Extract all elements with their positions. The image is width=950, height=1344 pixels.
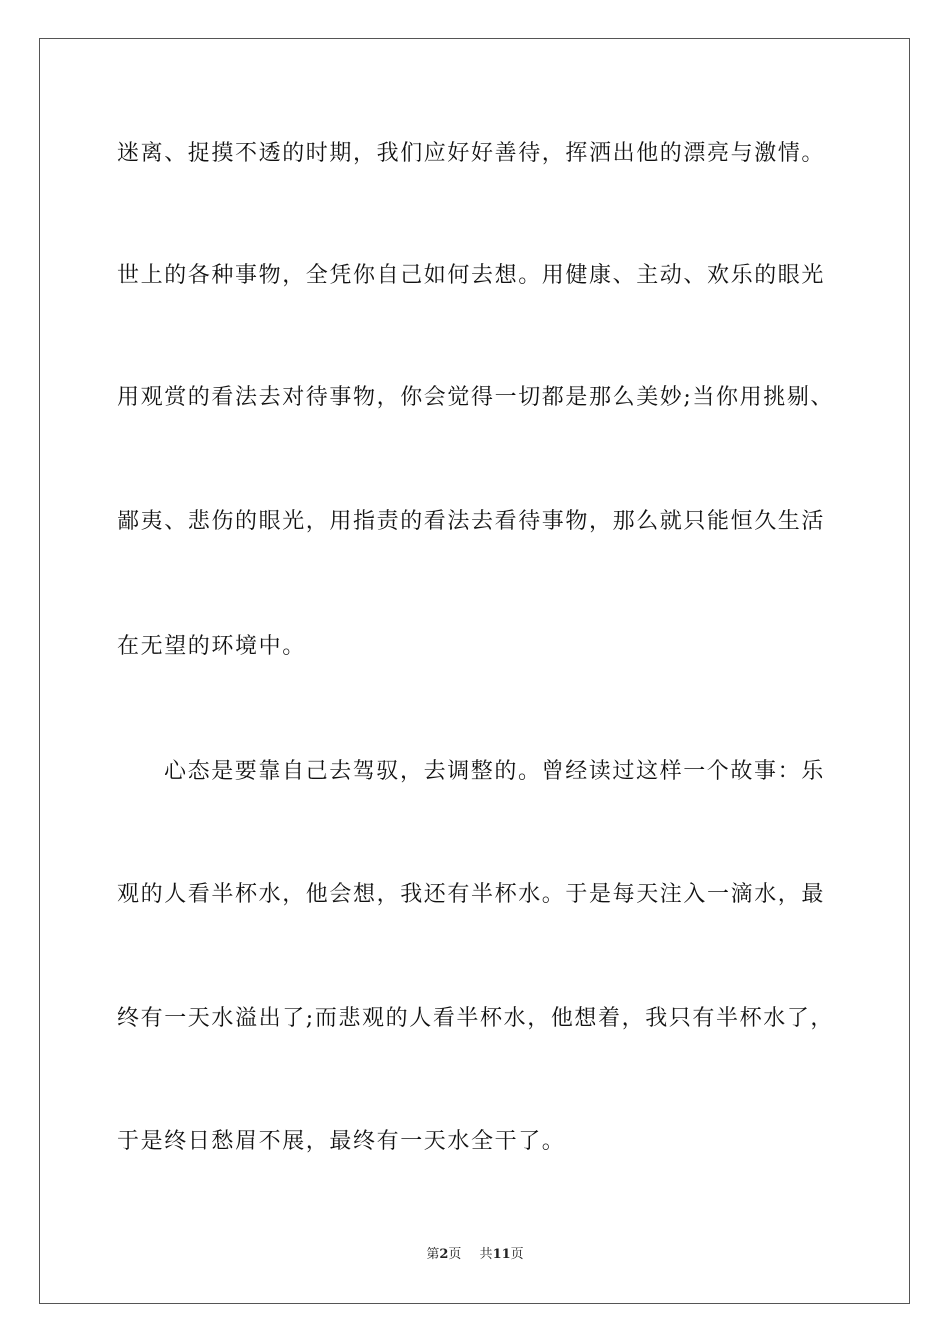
text-line: 于是终日愁眉不展，最终有一天水全干了。 bbox=[117, 1129, 566, 1154]
text-line: 鄙夷、悲伤的眼光，用指责的看法去看待事物，那么就只能恒久生活 bbox=[117, 509, 826, 534]
page-border bbox=[39, 38, 910, 1304]
text-line: 世上的各种事物，全凭你自己如何去想。用健康、主动、欢乐的眼光 bbox=[117, 263, 826, 288]
text-line: 迷离、捉摸不透的时期，我们应好好善待，挥洒出他的漂亮与激情。 bbox=[117, 141, 826, 166]
text-line: 观的人看半杯水，他会想，我还有半杯水。于是每天注入一滴水，最 bbox=[117, 882, 826, 907]
current-page-label: 第2页 bbox=[426, 1247, 462, 1262]
text-line: 在无望的环境中。 bbox=[117, 634, 306, 659]
paragraph-first-line: 心态是要靠自己去驾驭，去调整的。曾经读过这样一个故事：乐 bbox=[164, 759, 825, 784]
text-line: 用观赏的看法去对待事物，你会觉得一切都是那么美妙;当你用挑剔、 bbox=[117, 385, 835, 410]
total-pages-label: 共11页 bbox=[479, 1247, 524, 1262]
text-line: 终有一天水溢出了;而悲观的人看半杯水，他想着，我只有半杯水了， bbox=[117, 1006, 835, 1031]
page-footer bbox=[0, 1246, 950, 1264]
